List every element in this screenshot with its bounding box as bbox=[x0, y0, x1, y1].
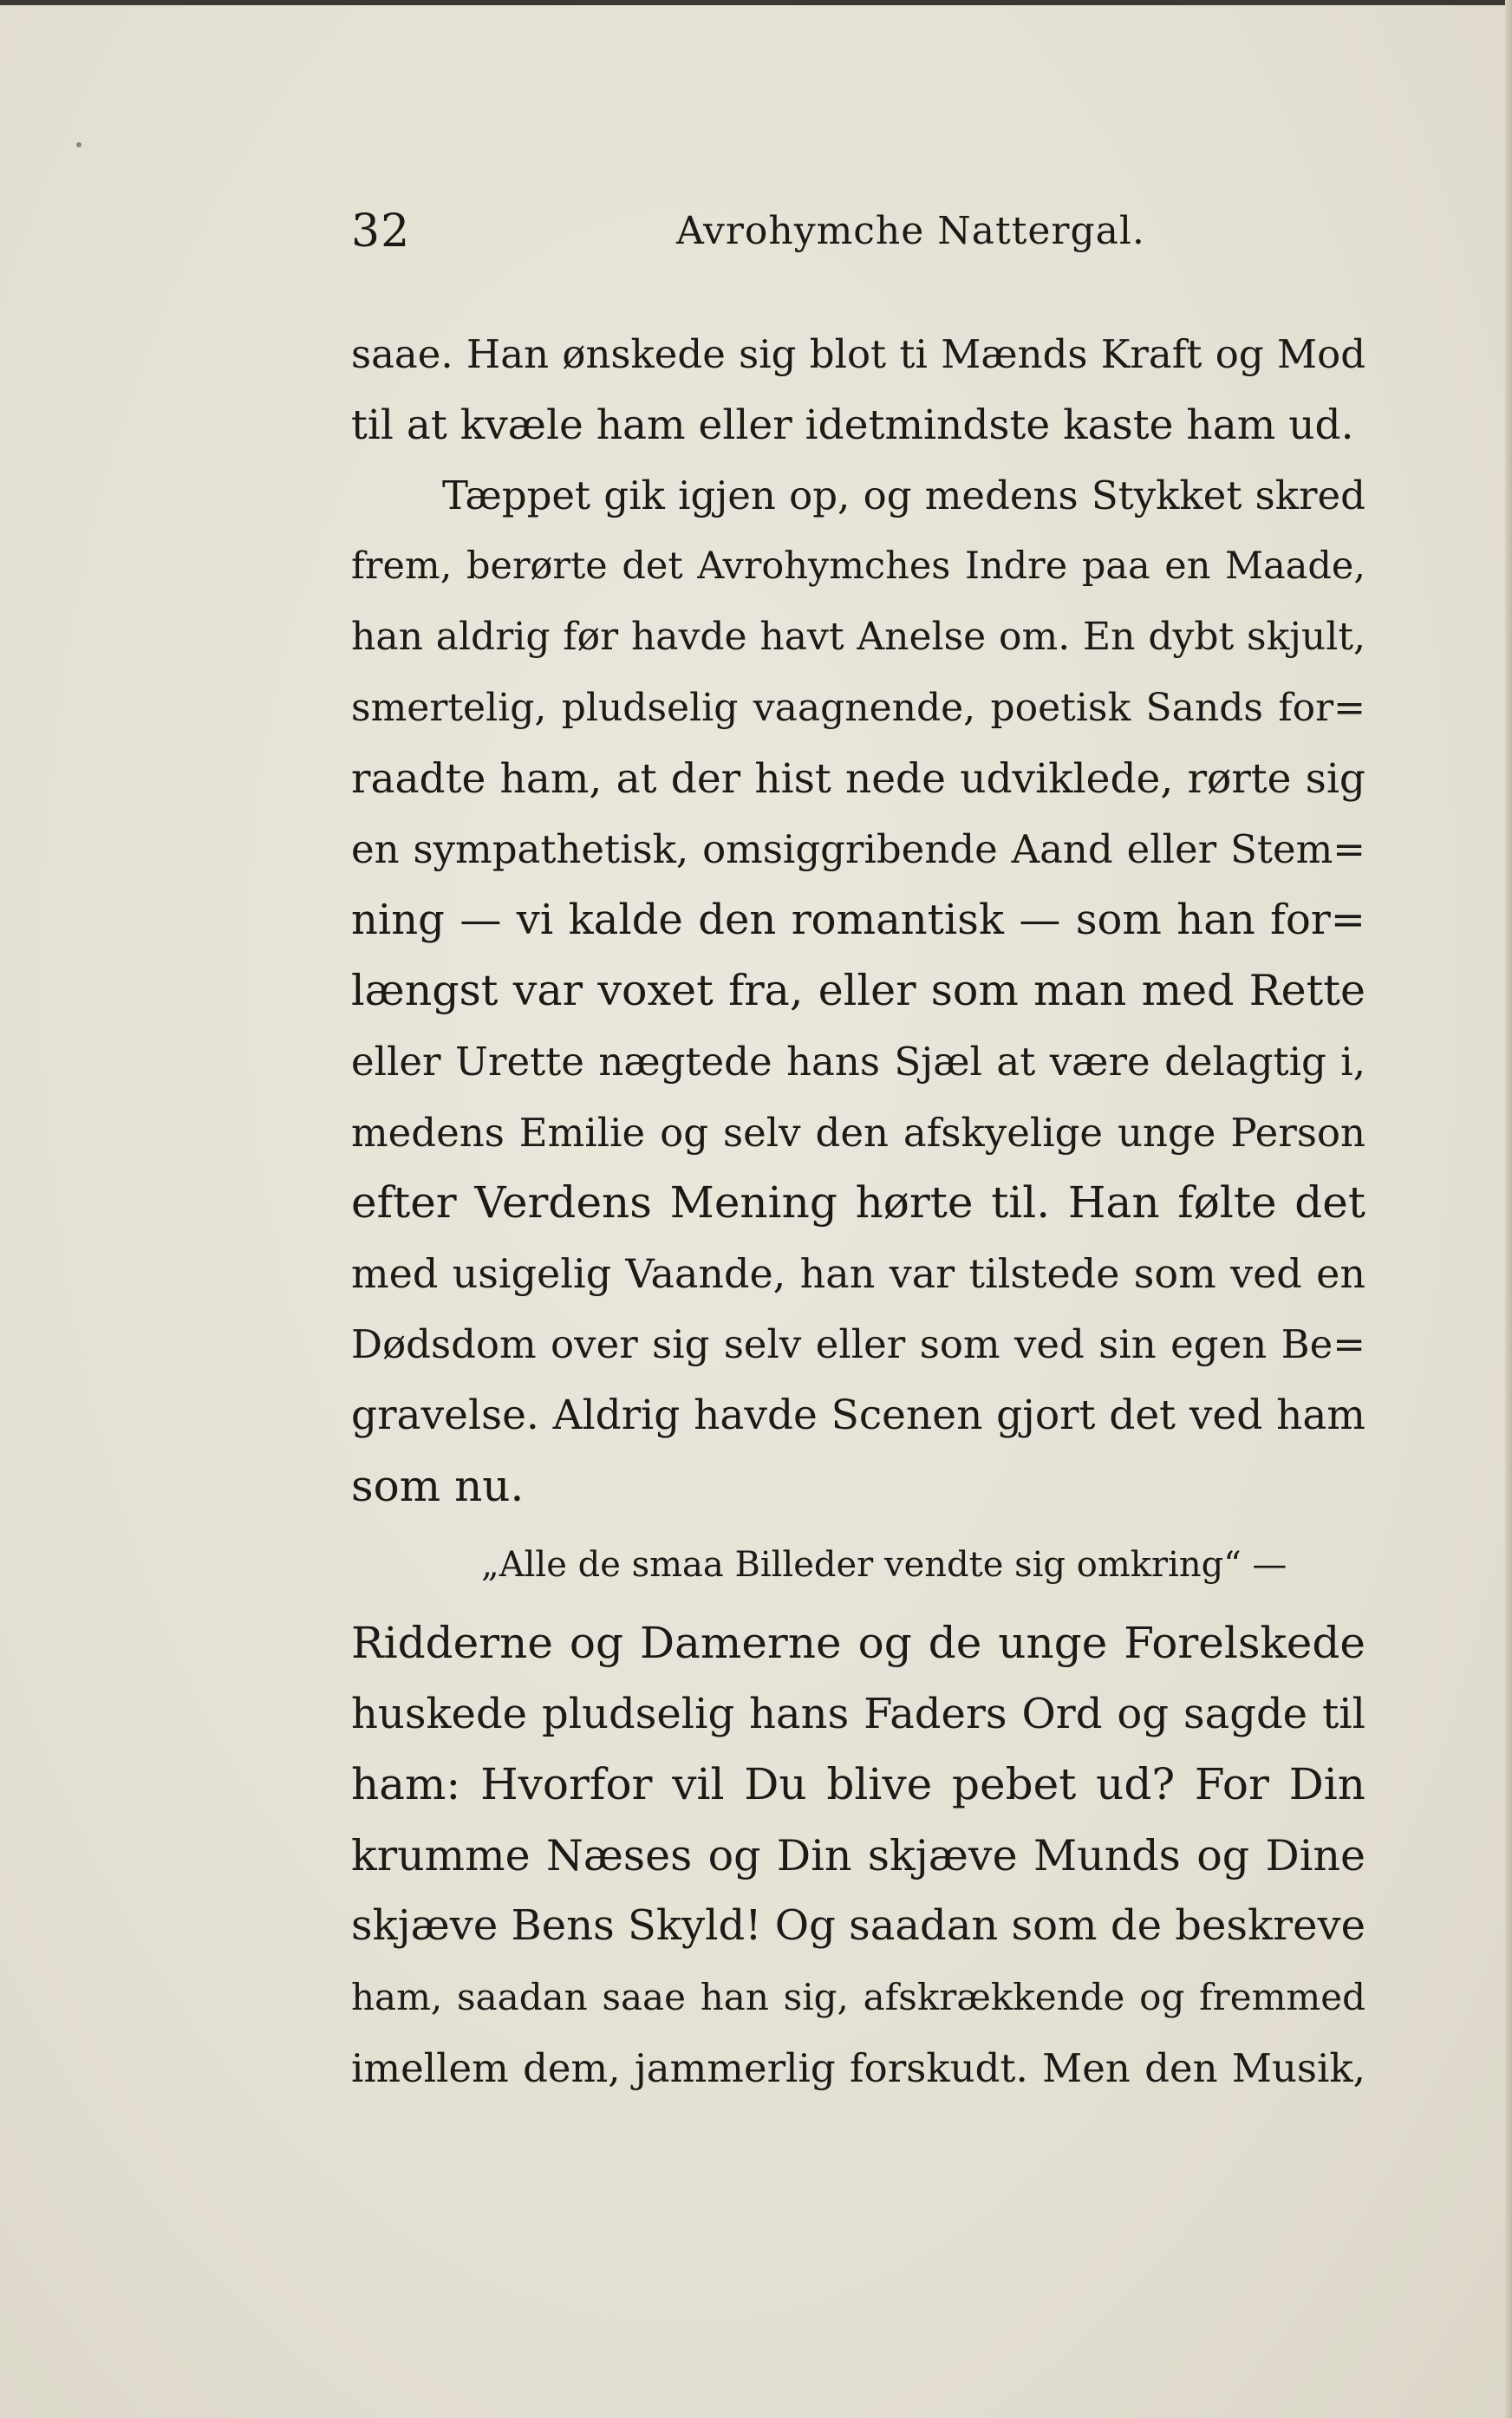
text-line: han aldrig før havde havt Anelse om. En dybt skjult, bbox=[351, 615, 1365, 660]
page-top-edge bbox=[0, 0, 1512, 5]
text-line: ning — vi kalde den romantisk — som han for= bbox=[351, 895, 1365, 944]
text-line: Ridderne og Damerne og de unge Forelskede bbox=[351, 1618, 1365, 1669]
text-line: gravelse. Aldrig havde Scenen gjort det ved ham bbox=[351, 1391, 1365, 1439]
page-number: 32 bbox=[351, 205, 411, 257]
text-line: huskede pludselig hans Faders Ord og sagde til bbox=[351, 1689, 1365, 1738]
text-line: imellem dem, jammerlig forskudt. Men den Musik, bbox=[351, 2044, 1365, 2091]
text-line: efter Verdens Mening hørte til. Han følte det bbox=[351, 1177, 1365, 1229]
text-line: eller Urette nægtede hans Sjæl at være delagtig i, bbox=[351, 1038, 1365, 1085]
text-line: medens Emilie og selv den afskyelige unge Person bbox=[351, 1109, 1365, 1156]
page-header bbox=[351, 201, 1365, 262]
text-line: Tæppet gik igjen op, og medens Stykket skred bbox=[442, 473, 1365, 519]
text-line: ham: Hvorfor vil Du blive pebet ud? For Din bbox=[351, 1759, 1365, 1810]
body-text bbox=[351, 319, 1365, 2103]
text-line: ham, saadan saae han sig, afskrækkende og fremmed bbox=[351, 1976, 1365, 2019]
text-line: en sympathetisk, omsiggribende Aand eller Stem= bbox=[351, 826, 1365, 873]
text-line: saae. Han ønskede sig blot ti Mænds Kraft og Mod bbox=[351, 331, 1365, 377]
text-line: krumme Næses og Din skjæve Munds og Dine bbox=[351, 1830, 1365, 1880]
paper-speck bbox=[76, 142, 81, 147]
text-line: længst var voxet fra, eller som man med Rette bbox=[351, 966, 1365, 1016]
text-line: smertelig, pludselig vaagnende, poetisk Sands for= bbox=[351, 685, 1365, 730]
text-line: raadte ham, at der hist nede udviklede, rørte sig bbox=[351, 754, 1365, 803]
text-line: med usigelig Vaande, han var tilstede som ved en bbox=[351, 1249, 1365, 1297]
text-line: skjæve Bens Skyld! Og saadan som de beskreve bbox=[351, 1901, 1365, 1951]
text-line: Dødsdom over sig selv eller som ved sin egen Be= bbox=[351, 1321, 1365, 1368]
text-line: frem, berørte det Avrohymches Indre paa en Maade, bbox=[351, 544, 1365, 588]
quotation-line: „Alle de smaa Billeder vendte sig omkring“ — bbox=[481, 1545, 1287, 1586]
running-title: Avrohymche Nattergal. bbox=[676, 209, 1145, 253]
text-line: til at kvæle ham eller idetmindste kaste ham ud. bbox=[351, 401, 1354, 449]
text-line: som nu. bbox=[351, 1460, 525, 1511]
page-right-edge bbox=[1505, 0, 1512, 2418]
